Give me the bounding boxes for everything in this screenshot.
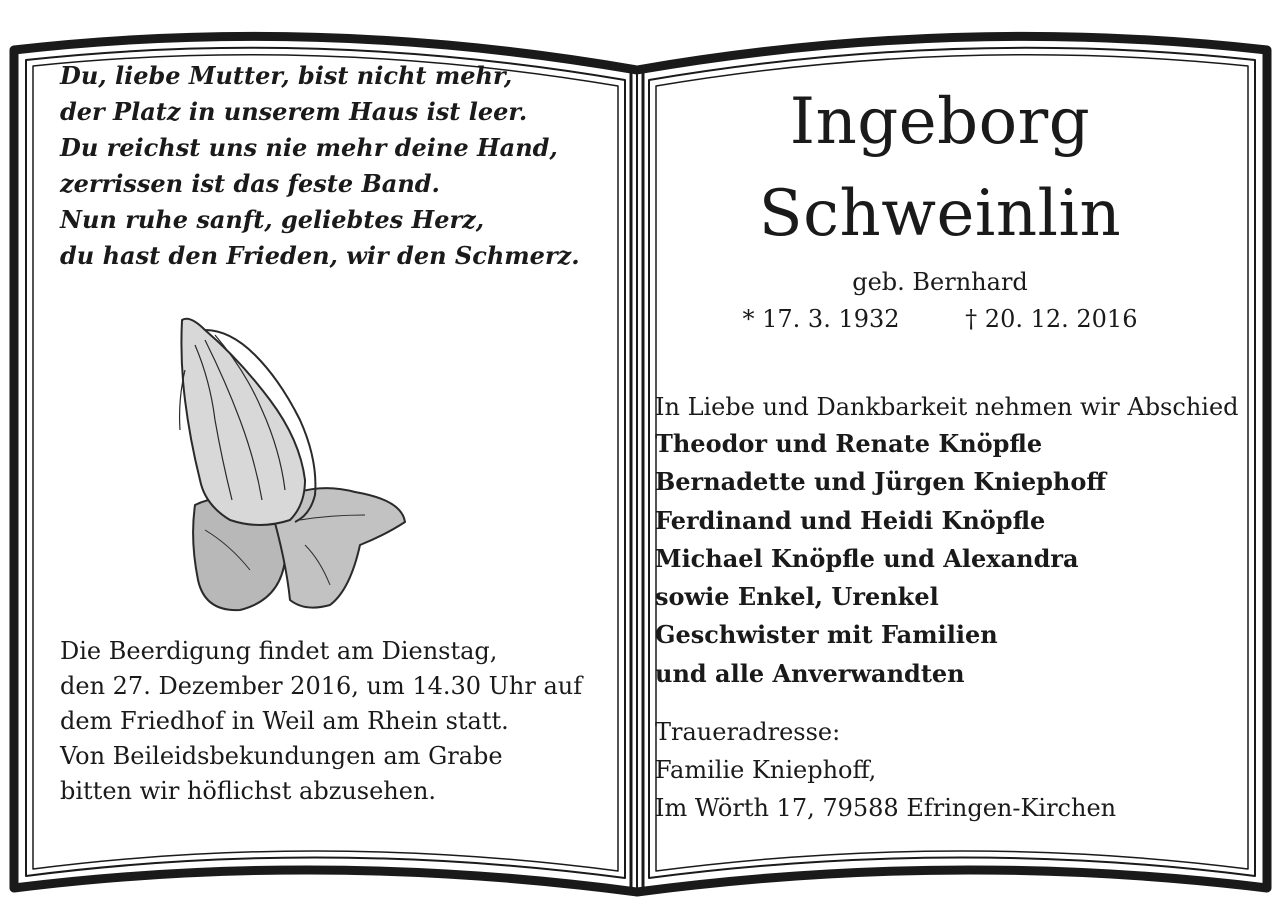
mourner-line: Geschwister mit Familien xyxy=(655,620,998,650)
birth-date: * 17. 3. 1932 xyxy=(742,305,900,333)
address-line: Traueradresse: xyxy=(655,718,841,746)
mourner-line: Bernadette und Jürgen Kniephoff xyxy=(655,467,1107,497)
life-dates xyxy=(640,302,1240,336)
birth-name: geb. Bernhard xyxy=(852,268,1028,296)
mourner-line: Theodor und Renate Knöpfle xyxy=(655,429,1043,458)
funeral-line: dem Friedhof in Weil am Rhein statt. xyxy=(60,707,509,735)
funeral-line: den 27. Dezember 2016, um 14.30 Uhr auf xyxy=(60,672,583,700)
deceased-name xyxy=(640,76,1240,260)
praying-hands-icon xyxy=(180,319,405,610)
poem-line: der Platz in unserem Haus ist leer. xyxy=(60,97,528,126)
mourning-address xyxy=(655,713,1116,827)
memorial-poem xyxy=(60,58,580,274)
poem-line: zerrissen ist das feste Band. xyxy=(60,169,440,198)
address-line: Im Wörth 17, 79588 Efringen-Kirchen xyxy=(655,794,1117,822)
farewell-intro: In Liebe und Dankbarkeit nehmen wir Abschied xyxy=(655,393,1239,421)
funeral-line: Von Beileidsbekundungen am Grabe xyxy=(60,742,503,770)
poem-line: Nun ruhe sanft, geliebtes Herz, xyxy=(60,205,485,234)
mourner-line: und alle Anverwandten xyxy=(655,658,965,688)
mourner-line: sowie Enkel, Urenkel xyxy=(655,582,939,612)
funeral-notice xyxy=(60,634,582,809)
funeral-line: Die Beerdigung findet am Dienstag, xyxy=(60,637,498,665)
death-date: † 20. 12. 2016 xyxy=(965,305,1138,333)
funeral-line: bitten wir höflichst abzusehen. xyxy=(60,777,437,805)
mourner-line: Ferdinand und Heidi Knöpfle xyxy=(655,505,1046,535)
last-name: Schweinlin xyxy=(758,177,1122,251)
poem-line: Du, liebe Mutter, bist nicht mehr, xyxy=(60,61,513,90)
address-line: Familie Kniephoff, xyxy=(655,756,877,784)
poem-line: Du reichst uns nie mehr deine Hand, xyxy=(60,133,558,162)
mourners-list xyxy=(655,425,1106,693)
first-name: Ingeborg xyxy=(789,85,1091,159)
mourner-line: Michael Knöpfle und Alexandra xyxy=(655,543,1079,573)
poem-line: du hast den Frieden, wir den Schmerz. xyxy=(60,241,580,270)
